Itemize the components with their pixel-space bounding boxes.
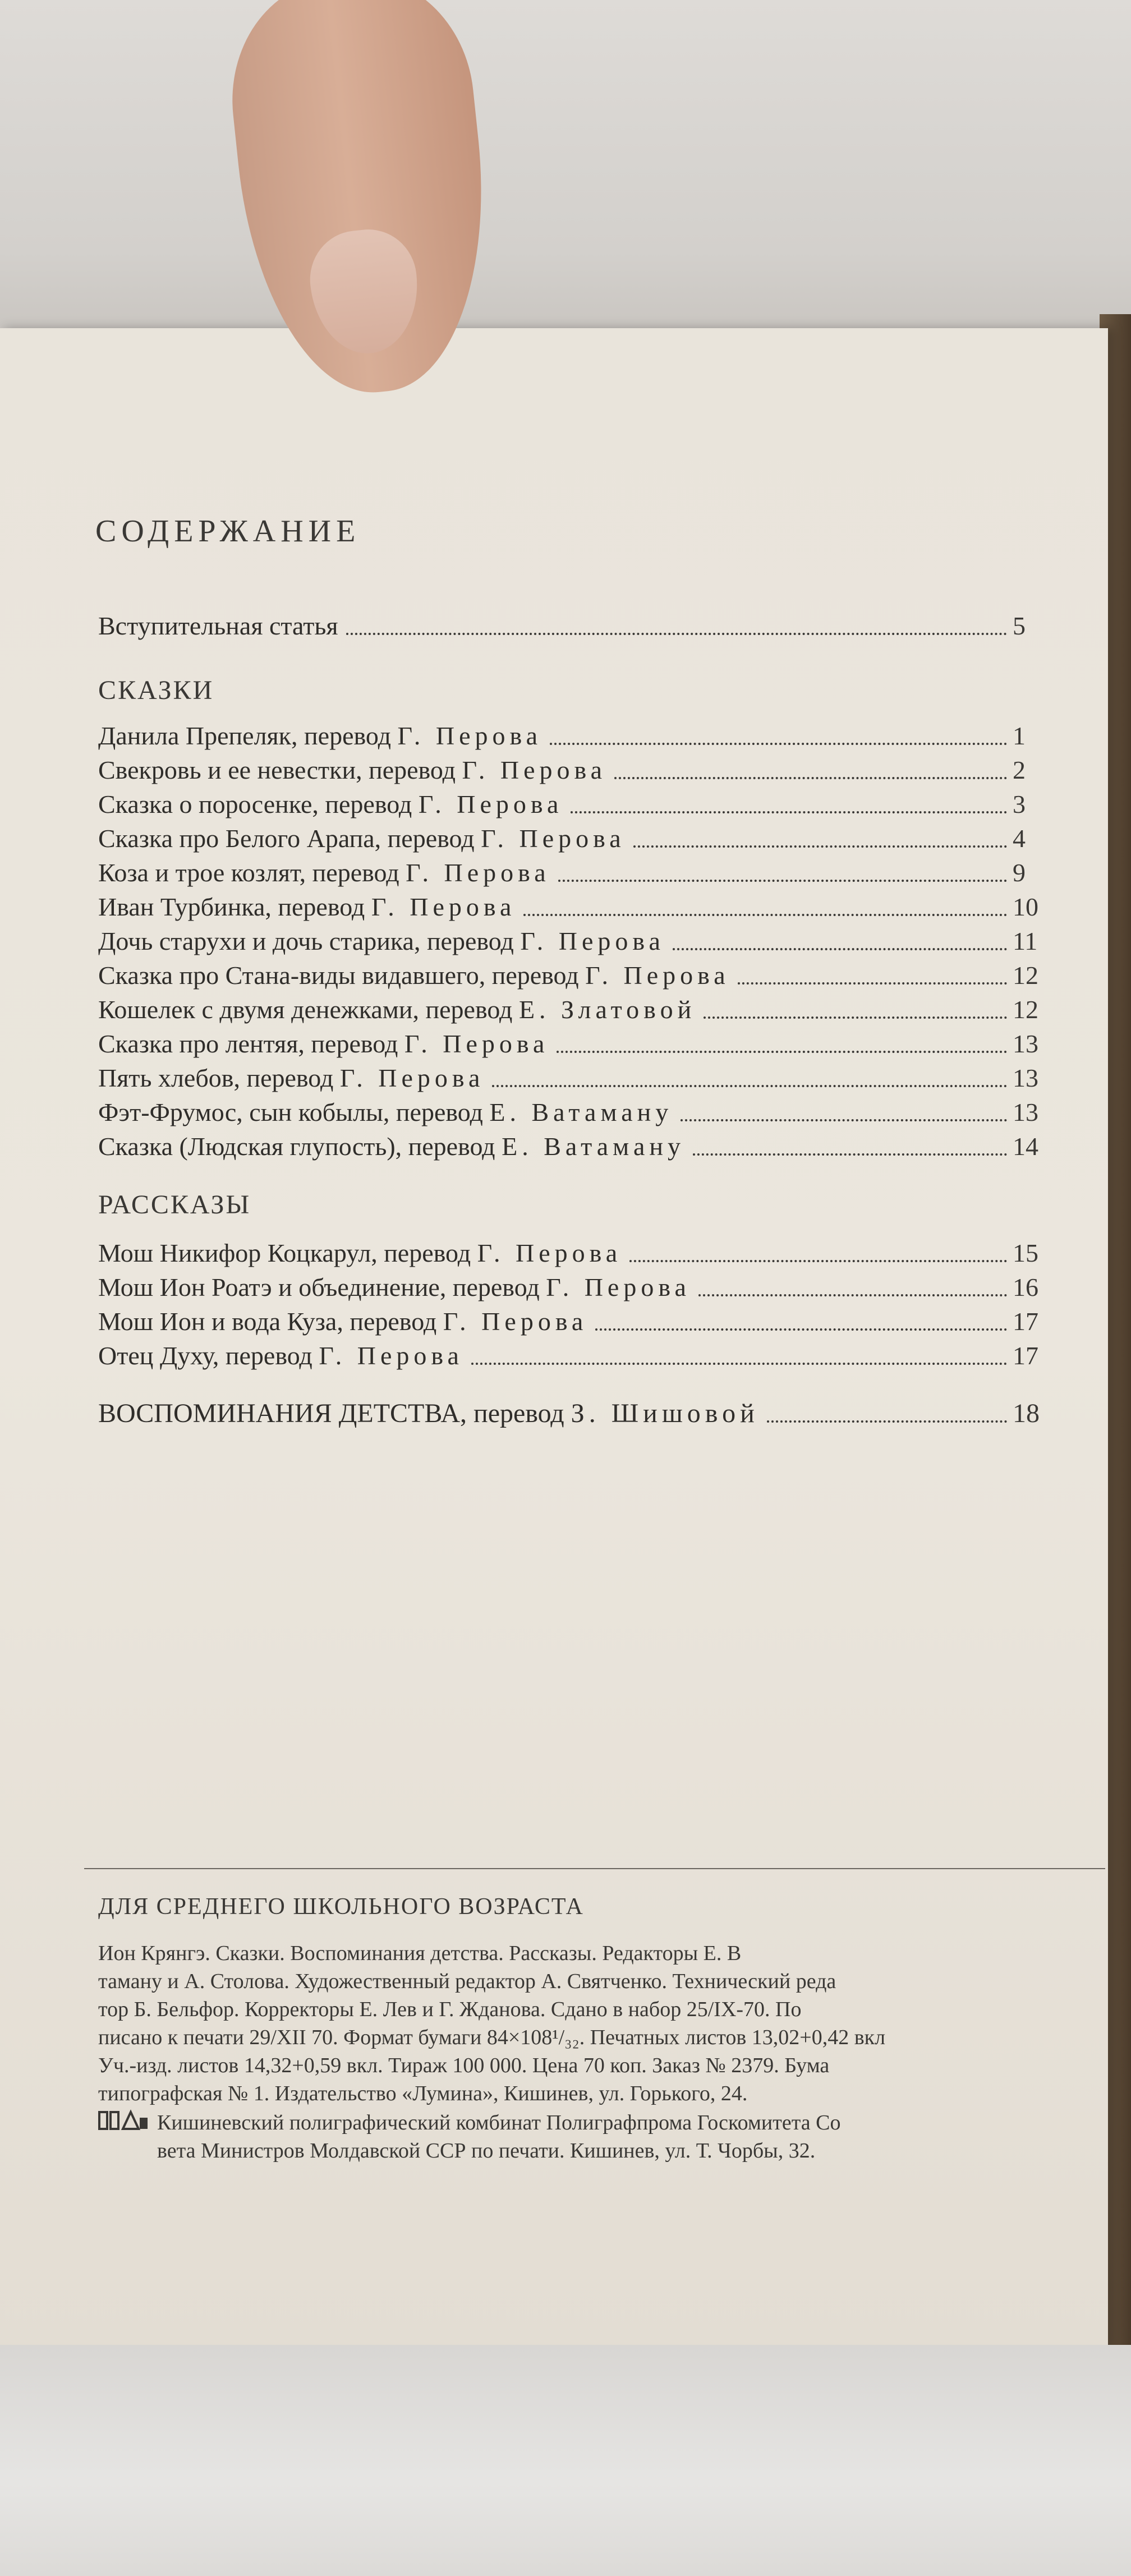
toc-title: Свекровь и ее невестки, перевод <box>98 756 462 784</box>
toc-page: 12 <box>1013 961 1038 990</box>
toc-translator: Г. Перова <box>585 961 730 990</box>
toc-row <box>98 922 1038 957</box>
toc-leader <box>550 743 1007 745</box>
printer-line: вета Министров Молдавской ССР по печати. Кишинев, ул. Т. Чорбы, 32. <box>157 2139 816 2163</box>
toc-title: Дочь старухи и дочь старика, перевод <box>98 927 521 955</box>
toc-title: Мош Ион Роатэ и объединение, перевод <box>98 1273 546 1301</box>
toc-row-memoirs <box>98 1395 1040 1429</box>
toc-page: 18 <box>1013 1399 1040 1428</box>
toc-title: Сказка (Людская глупость), перевод <box>98 1132 502 1161</box>
colophon-line: тор Б. Бельфор. Корректоры Е. Лев и Г. Жданова. Сдано в набор 25/IX-70. По <box>98 1998 802 2021</box>
section-heading-tales: СКАЗКИ <box>98 675 214 705</box>
toc-leader <box>557 1051 1007 1053</box>
toc-row <box>98 1025 1038 1060</box>
toc-translator: Е. Ватаману <box>489 1098 673 1126</box>
toc-leader <box>681 1119 1007 1121</box>
toc-translator: З. Шишовой <box>571 1399 759 1428</box>
toc-row <box>98 1303 1038 1337</box>
toc-row <box>98 991 1038 1025</box>
toc-row <box>98 956 1038 991</box>
toc-row <box>98 888 1038 923</box>
age-note: ДЛЯ СРЕДНЕГО ШКОЛЬНОГО ВОЗРАСТА <box>98 1894 584 1920</box>
toc-title: Сказка про лентяя, перевод <box>98 1029 404 1058</box>
section-heading-stories: РАССКАЗЫ <box>98 1190 251 1220</box>
toc-leader <box>633 845 1007 848</box>
toc-title: Фэт-Фрумос, сын кобылы, перевод <box>98 1098 490 1126</box>
colophon-line: Ион Крянгэ. Сказки. Воспоминания детства. Рассказы. Редакторы Е. В <box>98 1942 742 1965</box>
toc-leader <box>523 914 1007 916</box>
toc-leader <box>471 1363 1007 1365</box>
printer-logo-icon <box>98 2108 149 2133</box>
toc-page: 12 <box>1013 995 1038 1024</box>
toc-title: Сказка про Стана-виды видавшего, перевод <box>98 961 586 990</box>
toc-page: 13 <box>1013 1029 1038 1058</box>
toc-page: 17 <box>1013 1341 1038 1370</box>
toc-translator: Г. Перова <box>520 927 665 955</box>
toc-row <box>98 854 1035 889</box>
toc-page: 15 <box>1013 1239 1038 1267</box>
toc-translator: Г. Перова <box>397 721 542 750</box>
toc-page: 13 <box>1013 1064 1038 1092</box>
toc-translator: Г. Перова <box>546 1273 691 1301</box>
toc-row <box>98 1059 1038 1094</box>
toc-page: 2 <box>1013 756 1026 784</box>
toc-translator: Е. Златовой <box>518 995 696 1024</box>
toc-title: Пять хлебов, перевод <box>98 1064 340 1092</box>
toc-row <box>98 751 1035 786</box>
contents-title: СОДЕРЖАНИЕ <box>95 514 361 549</box>
colophon-line: Уч.-изд. листов 14,32+0,59 вкл. Тираж 100 000. Цена 70 коп. Заказ № 2379. Бума <box>98 2054 830 2077</box>
toc-translator: Г. Перова <box>371 893 516 921</box>
toc-leader <box>767 1420 1007 1423</box>
toc-leader <box>614 777 1007 779</box>
toc-page: 5 <box>1013 611 1026 640</box>
toc-translator: Г. Перова <box>481 824 626 853</box>
toc-translator: Г. Перова <box>406 858 550 887</box>
toc-title: Вступительная статья <box>98 611 338 640</box>
toc-row <box>98 820 1035 854</box>
toc-leader <box>595 1328 1007 1331</box>
toc-row <box>98 1268 1038 1303</box>
toc-row <box>98 717 1035 752</box>
toc-translator: Г. Перова <box>418 790 563 818</box>
toc-title: Иван Турбинка, перевод <box>98 893 371 921</box>
toc-row <box>98 785 1035 820</box>
toc-page: 9 <box>1013 858 1026 887</box>
toc-row-intro <box>98 607 1035 642</box>
toc-page: 13 <box>1013 1098 1038 1126</box>
toc-title: Кошелек с двумя денежками, перевод <box>98 995 519 1024</box>
colophon-line: писано к печати 29/XII 70. Формат бумаги 84×108¹/₃₂. Печатных листов 13,02+0,42 вкл <box>98 2026 886 2049</box>
background-top <box>0 0 1131 359</box>
toc-leader <box>704 1016 1007 1019</box>
toc-leader <box>673 948 1007 950</box>
toc-leader <box>698 1294 1007 1296</box>
toc-leader <box>693 1153 1007 1156</box>
divider-line <box>84 1868 1105 1869</box>
toc-leader <box>571 811 1007 813</box>
toc-row <box>98 1234 1038 1269</box>
toc-title: ВОСПОМИНАНИЯ ДЕТСТВА, перевод <box>98 1399 571 1428</box>
toc-translator: Г. Перова <box>319 1341 463 1370</box>
toc-translator: Г. Перова <box>443 1307 588 1336</box>
toc-leader <box>346 633 1007 635</box>
toc-translator: Г. Перова <box>339 1064 485 1092</box>
toc-translator: Г. Перова <box>477 1239 622 1267</box>
toc-row <box>98 1337 1038 1372</box>
colophon-line: типографская № 1. Издательство «Лумина», Кишинев, ул. Горького, 24. <box>98 2082 748 2105</box>
toc-title: Коза и трое козлят, перевод <box>98 858 406 887</box>
colophon-line: таману и А. Столова. Художественный редактор А. Святченко. Технический реда <box>98 1970 836 1993</box>
toc-page: 10 <box>1013 893 1038 921</box>
toc-leader <box>492 1085 1007 1087</box>
toc-row <box>98 1093 1038 1128</box>
toc-translator: Е. Ватаману <box>502 1132 686 1161</box>
toc-row <box>98 1128 1038 1162</box>
toc-page: 4 <box>1013 824 1026 853</box>
toc-translator: Г. Перова <box>462 756 607 784</box>
toc-leader <box>629 1260 1007 1262</box>
toc-page: 11 <box>1013 927 1038 955</box>
toc-leader <box>558 880 1007 882</box>
toc-page: 16 <box>1013 1273 1038 1301</box>
toc-title: Отец Духу, перевод <box>98 1341 319 1370</box>
toc-page: 17 <box>1013 1307 1038 1336</box>
toc-title: Мош Ион и вода Куза, перевод <box>98 1307 443 1336</box>
toc-page: 1 <box>1013 721 1026 750</box>
background-bottom <box>0 2345 1131 2576</box>
toc-title: Мош Никифор Коцкарул, перевод <box>98 1239 477 1267</box>
toc-title: Данила Препеляк, перевод <box>98 721 398 750</box>
toc-page: 3 <box>1013 790 1026 818</box>
toc-translator: Г. Перова <box>404 1029 549 1058</box>
toc-leader <box>738 982 1007 985</box>
toc-page: 14 <box>1013 1132 1038 1161</box>
printer-line: Кишиневский полиграфический комбинат Полиграфпрома Госкомитета Со <box>157 2111 841 2135</box>
toc-title: Сказка о поросенке, перевод <box>98 790 419 818</box>
toc-title: Сказка про Белого Арапа, перевод <box>98 824 481 853</box>
